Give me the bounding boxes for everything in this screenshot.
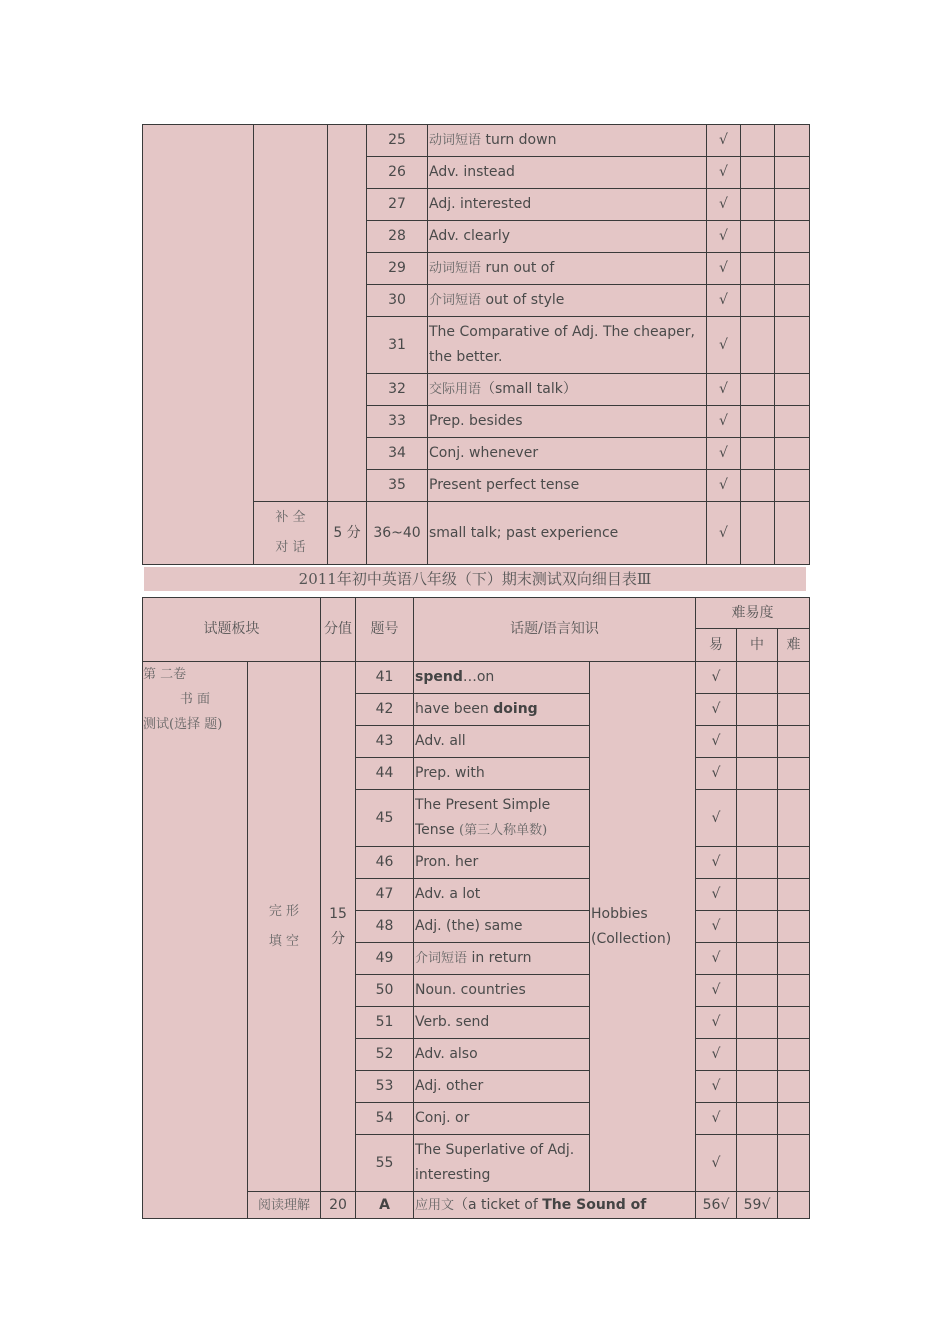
- easy-mark: √: [707, 374, 741, 406]
- medium-mark: [737, 911, 778, 943]
- hard-mark: [778, 975, 810, 1007]
- knowledge-point: Conj. or: [414, 1103, 590, 1135]
- hard-mark: [778, 847, 810, 879]
- question-number: 31: [367, 317, 428, 374]
- medium-mark: [737, 1039, 778, 1071]
- easy-mark: √: [707, 406, 741, 438]
- question-number: A: [356, 1192, 414, 1219]
- medium-mark: [737, 943, 778, 975]
- question-number: 48: [356, 911, 414, 943]
- hard-mark: [778, 879, 810, 911]
- easy-mark: √: [707, 502, 741, 565]
- knowledge-point: Conj. whenever: [428, 438, 707, 470]
- knowledge-point: 介词短语 in return: [414, 943, 590, 975]
- easy-mark: √: [696, 1103, 737, 1135]
- knowledge-point: 介词短语 out of style: [428, 285, 707, 317]
- header-score: 分值: [321, 598, 356, 662]
- table-row: [143, 125, 810, 157]
- medium-mark: [737, 726, 778, 758]
- reading-section-label: 阅读理解: [248, 1192, 321, 1219]
- medium-mark: [737, 694, 778, 726]
- question-number: 55: [356, 1135, 414, 1192]
- question-number: 26: [367, 157, 428, 189]
- knowledge-point: 动词短语 turn down: [428, 125, 707, 157]
- question-number: 25: [367, 125, 428, 157]
- table-row: [143, 662, 810, 694]
- easy-mark: √: [696, 975, 737, 1007]
- hard-mark: [778, 1071, 810, 1103]
- reading-score: 20: [321, 1192, 356, 1219]
- medium-mark: [737, 1007, 778, 1039]
- medium-mark: [737, 1135, 778, 1192]
- question-number: 29: [367, 253, 428, 285]
- medium-mark: [737, 879, 778, 911]
- question-number: 54: [356, 1103, 414, 1135]
- easy-mark: √: [707, 125, 741, 157]
- hard-mark: [778, 726, 810, 758]
- subsection-cell: [254, 125, 328, 502]
- question-number: 52: [356, 1039, 414, 1071]
- easy-mark: √: [696, 726, 737, 758]
- medium-mark: [741, 125, 775, 157]
- knowledge-point: have been doing: [414, 694, 590, 726]
- hard-mark: [775, 157, 810, 189]
- question-number: 27: [367, 189, 428, 221]
- cloze-section-label: 完 形 填 空: [248, 662, 321, 1192]
- volume-label: 第 二卷 书 面 测试(选择 题): [143, 662, 248, 1219]
- hard-mark: [775, 438, 810, 470]
- hard-mark: [778, 1007, 810, 1039]
- question-number: 28: [367, 221, 428, 253]
- topic-cell: Hobbies (Collection): [590, 662, 696, 1192]
- medium-mark: [741, 285, 775, 317]
- header-number: 题号: [356, 598, 414, 662]
- easy-mark: √: [696, 1135, 737, 1192]
- knowledge-point: small talk; past experience: [428, 502, 707, 565]
- easy-mark: √: [707, 438, 741, 470]
- hard-mark: [775, 317, 810, 374]
- easy-mark: 56√: [696, 1192, 737, 1219]
- header-medium: 中: [737, 629, 778, 662]
- knowledge-point: Adj. other: [414, 1071, 590, 1103]
- hard-mark: [778, 1192, 810, 1219]
- question-number: 41: [356, 662, 414, 694]
- medium-mark: [737, 758, 778, 790]
- knowledge-point: Verb. send: [414, 1007, 590, 1039]
- hard-mark: [778, 1103, 810, 1135]
- question-number: 49: [356, 943, 414, 975]
- dialog-section-label: 补 全 对 话: [254, 502, 328, 565]
- knowledge-point: The Present Simple Tense (第三人称单数): [414, 790, 590, 847]
- easy-mark: √: [707, 285, 741, 317]
- easy-mark: √: [696, 911, 737, 943]
- hard-mark: [778, 662, 810, 694]
- knowledge-point: Prep. with: [414, 758, 590, 790]
- question-number: 51: [356, 1007, 414, 1039]
- knowledge-point: Adv. also: [414, 1039, 590, 1071]
- hard-mark: [775, 253, 810, 285]
- question-number: 42: [356, 694, 414, 726]
- easy-mark: √: [696, 758, 737, 790]
- knowledge-point: spend…on: [414, 662, 590, 694]
- knowledge-point: Adv. all: [414, 726, 590, 758]
- medium-mark: [737, 975, 778, 1007]
- medium-mark: [741, 470, 775, 502]
- medium-mark: [741, 502, 775, 565]
- medium-mark: [741, 157, 775, 189]
- hard-mark: [775, 374, 810, 406]
- hard-mark: [778, 758, 810, 790]
- easy-mark: √: [696, 847, 737, 879]
- knowledge-point: Prep. besides: [428, 406, 707, 438]
- easy-mark: √: [707, 253, 741, 285]
- hard-mark: [778, 790, 810, 847]
- medium-mark: [741, 221, 775, 253]
- header-topic: 话题/语言知识: [414, 598, 696, 662]
- easy-mark: √: [707, 189, 741, 221]
- page-title: 2011年初中英语八年级（下）期末测试双向细目表Ⅲ: [144, 567, 806, 591]
- question-number: 44: [356, 758, 414, 790]
- knowledge-point: The Superlative of Adj. interesting: [414, 1135, 590, 1192]
- medium-mark: [737, 790, 778, 847]
- medium-mark: [741, 189, 775, 221]
- hard-mark: [778, 1135, 810, 1192]
- hard-mark: [775, 221, 810, 253]
- easy-mark: √: [707, 221, 741, 253]
- question-number: 45: [356, 790, 414, 847]
- cloze-score: 15 分: [321, 662, 356, 1192]
- header-easy: 易: [696, 629, 737, 662]
- question-number: 43: [356, 726, 414, 758]
- hard-mark: [775, 285, 810, 317]
- question-number: 32: [367, 374, 428, 406]
- header-section: 试题板块: [143, 598, 321, 662]
- knowledge-point: 动词短语 run out of: [428, 253, 707, 285]
- hard-mark: [778, 1039, 810, 1071]
- knowledge-point: Present perfect tense: [428, 470, 707, 502]
- easy-mark: √: [696, 1071, 737, 1103]
- question-number: 30: [367, 285, 428, 317]
- easy-mark: √: [696, 1007, 737, 1039]
- easy-mark: √: [707, 317, 741, 374]
- medium-mark: 59√: [737, 1192, 778, 1219]
- medium-mark: [741, 438, 775, 470]
- knowledge-point: The Comparative of Adj. The cheaper, the better.: [428, 317, 707, 374]
- hard-mark: [778, 694, 810, 726]
- easy-mark: √: [696, 694, 737, 726]
- easy-mark: √: [696, 879, 737, 911]
- question-number: 33: [367, 406, 428, 438]
- knowledge-table-1: [142, 124, 810, 565]
- hard-mark: [775, 406, 810, 438]
- hard-mark: [775, 125, 810, 157]
- knowledge-point: Pron. her: [414, 847, 590, 879]
- dialog-score: 5 分: [328, 502, 367, 565]
- hard-mark: [778, 911, 810, 943]
- medium-mark: [741, 317, 775, 374]
- easy-mark: √: [696, 943, 737, 975]
- knowledge-point: Adj. interested: [428, 189, 707, 221]
- question-number: 36~40: [367, 502, 428, 565]
- easy-mark: √: [696, 790, 737, 847]
- question-number: 50: [356, 975, 414, 1007]
- easy-mark: √: [696, 662, 737, 694]
- easy-mark: √: [696, 1039, 737, 1071]
- easy-mark: √: [707, 157, 741, 189]
- question-number: 46: [356, 847, 414, 879]
- medium-mark: [737, 662, 778, 694]
- question-number: 34: [367, 438, 428, 470]
- score-cell: [328, 125, 367, 502]
- header-row: [143, 598, 810, 629]
- medium-mark: [741, 253, 775, 285]
- knowledge-point: Adj. (the) same: [414, 911, 590, 943]
- medium-mark: [741, 374, 775, 406]
- header-difficulty: 难易度: [696, 598, 810, 629]
- knowledge-point: Adv. a lot: [414, 879, 590, 911]
- header-hard: 难: [778, 629, 810, 662]
- hard-mark: [778, 943, 810, 975]
- medium-mark: [737, 1103, 778, 1135]
- knowledge-point: 应用文（a ticket of The Sound of: [414, 1192, 696, 1219]
- easy-mark: √: [707, 470, 741, 502]
- medium-mark: [737, 847, 778, 879]
- knowledge-table-2: [142, 597, 810, 1219]
- question-number: 47: [356, 879, 414, 911]
- section-cell: [143, 125, 254, 565]
- hard-mark: [775, 470, 810, 502]
- question-number: 35: [367, 470, 428, 502]
- knowledge-point: Adv. instead: [428, 157, 707, 189]
- knowledge-point: Adv. clearly: [428, 221, 707, 253]
- hard-mark: [775, 502, 810, 565]
- hard-mark: [775, 189, 810, 221]
- medium-mark: [737, 1071, 778, 1103]
- question-number: 53: [356, 1071, 414, 1103]
- knowledge-point: Noun. countries: [414, 975, 590, 1007]
- knowledge-point: 交际用语（small talk）: [428, 374, 707, 406]
- medium-mark: [741, 406, 775, 438]
